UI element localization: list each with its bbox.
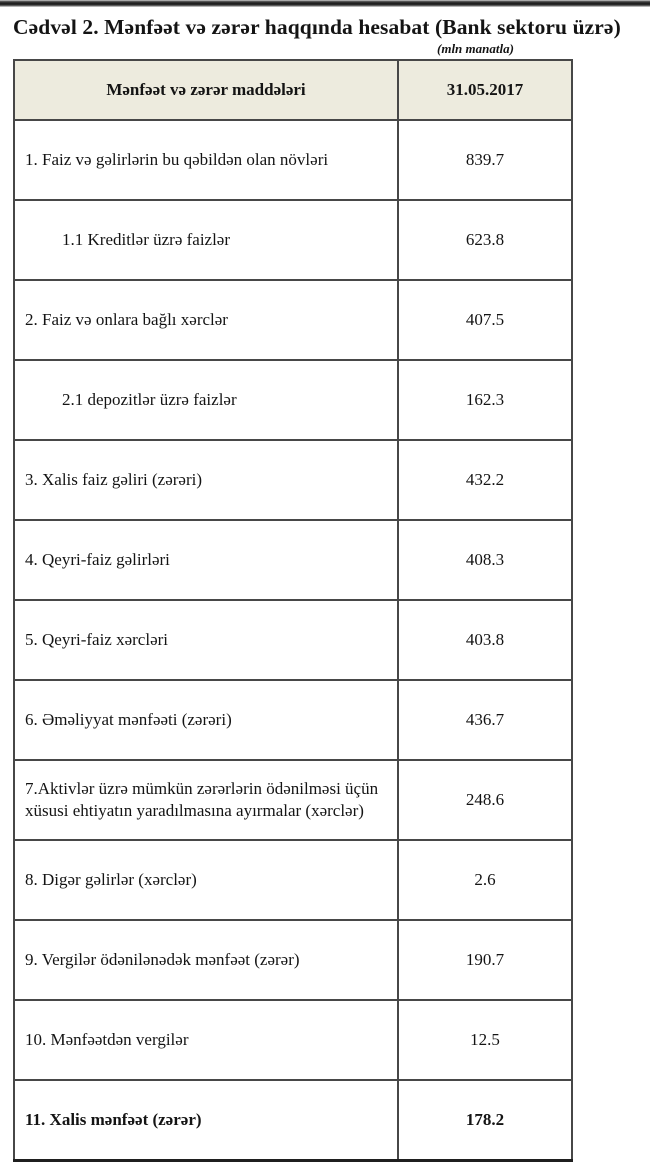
table-header-row bbox=[14, 60, 572, 120]
row-value: 408.3 bbox=[398, 520, 572, 600]
row-value: 2.6 bbox=[398, 840, 572, 920]
profit-loss-table bbox=[13, 59, 573, 1162]
row-label: 2.1 depozitlər üzrə faizlər bbox=[14, 360, 398, 440]
row-label: 6. Əməliyyat mənfəəti (zərəri) bbox=[14, 680, 398, 760]
row-label: 10. Mənfəətdən vergilər bbox=[14, 1000, 398, 1080]
page-title: Cədvəl 2. Mənfəət və zərər haqqında hesabat (Bank sektoru üzrə) bbox=[13, 15, 621, 39]
row-value: 162.3 bbox=[398, 360, 572, 440]
row-value: 436.7 bbox=[398, 680, 572, 760]
row-label: 3. Xalis faiz gəliri (zərəri) bbox=[14, 440, 398, 520]
row-label: 8. Digər gəlirlər (xərclər) bbox=[14, 840, 398, 920]
table-row bbox=[14, 600, 572, 680]
row-label: 7.Aktivlər üzrə mümkün zərərlərin ödənilməsi üçün xüsusi ehtiyatın yaradılmasına ayırmalar (xərclər) bbox=[14, 760, 398, 840]
column-header-items: Mənfəət və zərər maddələri bbox=[14, 60, 398, 120]
row-label: 1.1 Kreditlər üzrə faizlər bbox=[14, 200, 398, 280]
row-label: 9. Vergilər ödənilənədək mənfəət (zərər) bbox=[14, 920, 398, 1000]
row-label: 5. Qeyri-faiz xərcləri bbox=[14, 600, 398, 680]
table-row bbox=[14, 520, 572, 600]
row-value: 432.2 bbox=[398, 440, 572, 520]
window-top-border bbox=[0, 0, 650, 7]
row-value: 178.2 bbox=[398, 1080, 572, 1161]
unit-note: (mln manatla) bbox=[437, 40, 514, 56]
table-row bbox=[14, 360, 572, 440]
table-row bbox=[14, 1080, 572, 1161]
column-header-date: 31.05.2017 bbox=[398, 60, 572, 120]
row-value: 190.7 bbox=[398, 920, 572, 1000]
table-row bbox=[14, 200, 572, 280]
row-value: 839.7 bbox=[398, 120, 572, 200]
row-value: 623.8 bbox=[398, 200, 572, 280]
table-row bbox=[14, 920, 572, 1000]
row-label: 1. Faiz və gəlirlərin bu qəbildən olan növləri bbox=[14, 120, 398, 200]
table-row bbox=[14, 280, 572, 360]
row-value: 403.8 bbox=[398, 600, 572, 680]
table-row bbox=[14, 120, 572, 200]
table-body bbox=[14, 120, 572, 1161]
row-value: 248.6 bbox=[398, 760, 572, 840]
table-row bbox=[14, 760, 572, 840]
table-row bbox=[14, 840, 572, 920]
table-row bbox=[14, 1000, 572, 1080]
row-value: 12.5 bbox=[398, 1000, 572, 1080]
table-row bbox=[14, 440, 572, 520]
row-label: 4. Qeyri-faiz gəlirləri bbox=[14, 520, 398, 600]
row-value: 407.5 bbox=[398, 280, 572, 360]
table-row bbox=[14, 680, 572, 760]
row-label: 2. Faiz və onlara bağlı xərclər bbox=[14, 280, 398, 360]
row-label: 11. Xalis mənfəət (zərər) bbox=[14, 1080, 398, 1161]
